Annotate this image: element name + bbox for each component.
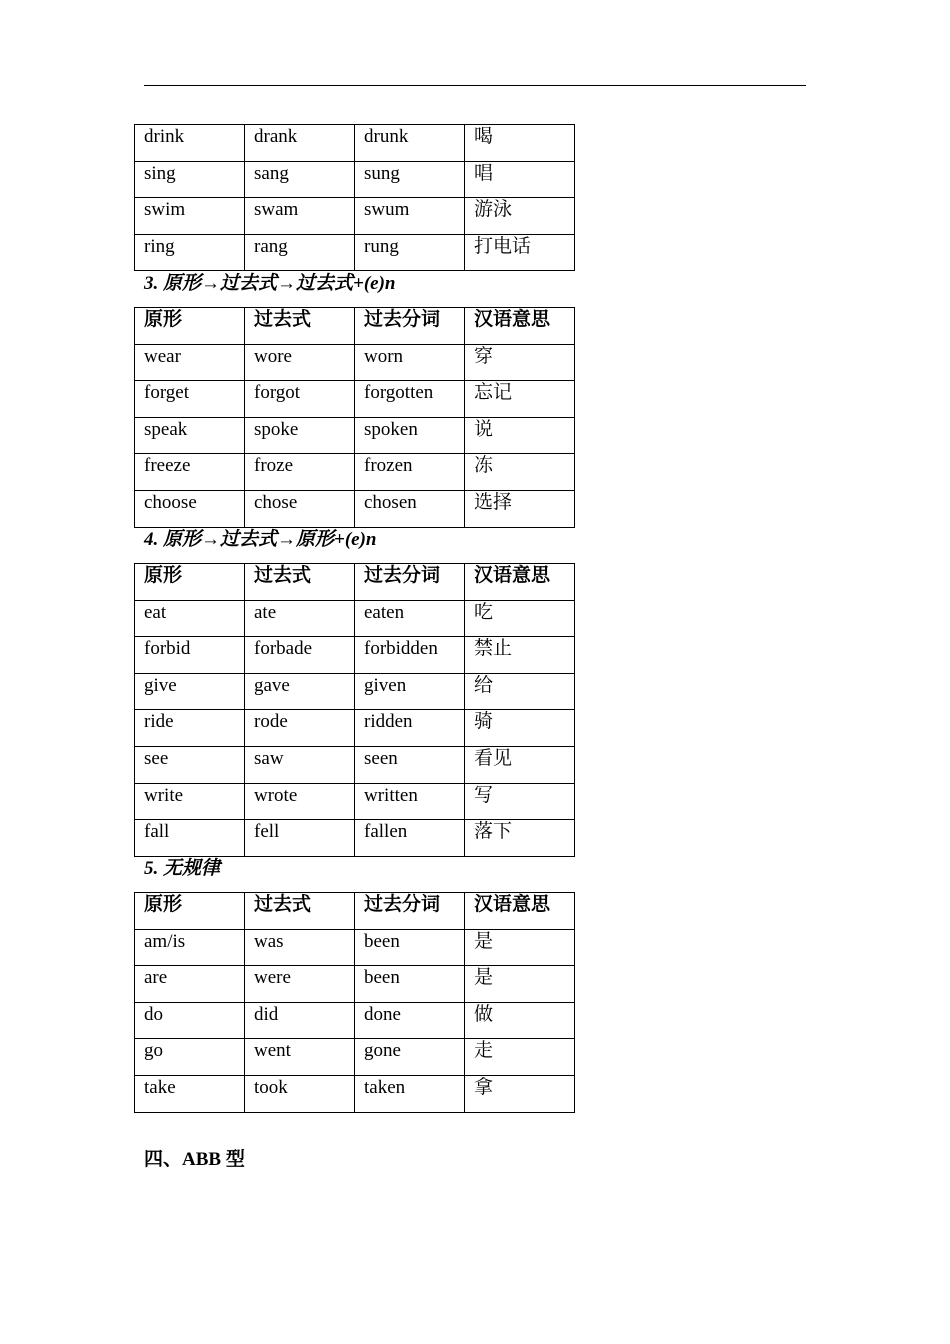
- table-cell: forgotten: [355, 381, 465, 418]
- header-rule: [144, 85, 806, 86]
- table-cell: seen: [355, 746, 465, 783]
- table-cell: 做: [465, 1002, 575, 1039]
- table-cell: saw: [245, 746, 355, 783]
- table-cell: sing: [135, 161, 245, 198]
- header-cell: 原形: [135, 564, 245, 601]
- table-cell: write: [135, 783, 245, 820]
- table-cell: 骑: [465, 710, 575, 747]
- table-cell: sang: [245, 161, 355, 198]
- table-cell: spoke: [245, 417, 355, 454]
- table-cell: went: [245, 1039, 355, 1076]
- heading-5: 5. 无规律: [144, 858, 221, 879]
- table-cell: frozen: [355, 454, 465, 491]
- table-row: [135, 673, 575, 710]
- table-cell: given: [355, 673, 465, 710]
- table-cell: are: [135, 966, 245, 1003]
- table-cell: speak: [135, 417, 245, 454]
- table-cell: been: [355, 966, 465, 1003]
- table-cell: fell: [245, 820, 355, 857]
- table-row: [135, 1002, 575, 1039]
- verb-table-4: [134, 563, 575, 857]
- table-cell: sung: [355, 161, 465, 198]
- table-cell: forgot: [245, 381, 355, 418]
- table-cell: 是: [465, 929, 575, 966]
- table-cell: took: [245, 1075, 355, 1112]
- header-cell: 原形: [135, 308, 245, 345]
- table-cell: ate: [245, 600, 355, 637]
- header-cell: 原形: [135, 893, 245, 930]
- table-cell: 选择: [465, 490, 575, 527]
- table-cell: 禁止: [465, 637, 575, 674]
- table-cell: 唱: [465, 161, 575, 198]
- table-cell: give: [135, 673, 245, 710]
- table-cell: chose: [245, 490, 355, 527]
- table-cell: forbidden: [355, 637, 465, 674]
- table-row: [135, 966, 575, 1003]
- heading-4: 4. 原形→过去式→原形+(e)n: [144, 529, 377, 550]
- table-cell: do: [135, 1002, 245, 1039]
- table-cell: swum: [355, 198, 465, 235]
- table-row: [135, 1075, 575, 1112]
- table-cell: done: [355, 1002, 465, 1039]
- header-cell: 汉语意思: [465, 893, 575, 930]
- table-cell: 打电话: [465, 234, 575, 271]
- table-cell: drank: [245, 125, 355, 162]
- table-cell: rode: [245, 710, 355, 747]
- table-cell: 游泳: [465, 198, 575, 235]
- table-cell: 落下: [465, 820, 575, 857]
- table-row: [135, 198, 575, 235]
- header-cell: 过去式: [245, 893, 355, 930]
- table-header-row: [135, 308, 575, 345]
- table-row: [135, 234, 575, 271]
- table-row: [135, 161, 575, 198]
- header-cell: 过去式: [245, 564, 355, 601]
- table-cell: 走: [465, 1039, 575, 1076]
- table-row: [135, 490, 575, 527]
- table-cell: written: [355, 783, 465, 820]
- table-cell: swim: [135, 198, 245, 235]
- table-cell: am/is: [135, 929, 245, 966]
- table-cell: 拿: [465, 1075, 575, 1112]
- table-cell: forget: [135, 381, 245, 418]
- table-row: [135, 637, 575, 674]
- table-cell: were: [245, 966, 355, 1003]
- table-cell: chosen: [355, 490, 465, 527]
- header-cell: 过去式: [245, 308, 355, 345]
- table-cell: 写: [465, 783, 575, 820]
- table-cell: gone: [355, 1039, 465, 1076]
- table-cell: 穿: [465, 344, 575, 381]
- table-cell: eaten: [355, 600, 465, 637]
- table-cell: 说: [465, 417, 575, 454]
- table-cell: fallen: [355, 820, 465, 857]
- table-row: [135, 1039, 575, 1076]
- table-cell: froze: [245, 454, 355, 491]
- table-cell: 吃: [465, 600, 575, 637]
- table-cell: choose: [135, 490, 245, 527]
- table-cell: ridden: [355, 710, 465, 747]
- table-row: [135, 600, 575, 637]
- verb-table-5: [134, 892, 575, 1113]
- table-cell: drink: [135, 125, 245, 162]
- table-cell: wrote: [245, 783, 355, 820]
- table-row: [135, 710, 575, 747]
- table-cell: eat: [135, 600, 245, 637]
- table-cell: go: [135, 1039, 245, 1076]
- table-cell: freeze: [135, 454, 245, 491]
- verb-table-3: [134, 307, 575, 528]
- table-row: [135, 746, 575, 783]
- table-row: [135, 820, 575, 857]
- heading-3: 3. 原形→过去式→过去式+(e)n: [144, 273, 396, 294]
- table-cell: 喝: [465, 125, 575, 162]
- table-cell: ring: [135, 234, 245, 271]
- table-cell: ride: [135, 710, 245, 747]
- table-row: [135, 344, 575, 381]
- table-cell: gave: [245, 673, 355, 710]
- table-cell: worn: [355, 344, 465, 381]
- table-row: [135, 783, 575, 820]
- table-cell: forbade: [245, 637, 355, 674]
- table-cell: fall: [135, 820, 245, 857]
- header-cell: 过去分词: [355, 308, 465, 345]
- table-cell: rung: [355, 234, 465, 271]
- table-cell: spoken: [355, 417, 465, 454]
- table-cell: take: [135, 1075, 245, 1112]
- table-cell: see: [135, 746, 245, 783]
- table-header-row: [135, 893, 575, 930]
- table-cell: forbid: [135, 637, 245, 674]
- section-title: 四、ABB 型: [144, 1149, 245, 1170]
- table-cell: 是: [465, 966, 575, 1003]
- table-cell: rang: [245, 234, 355, 271]
- table-row: [135, 381, 575, 418]
- table-cell: 冻: [465, 454, 575, 491]
- table-cell: wear: [135, 344, 245, 381]
- table-cell: was: [245, 929, 355, 966]
- table-cell: 给: [465, 673, 575, 710]
- table-cell: drunk: [355, 125, 465, 162]
- header-cell: 过去分词: [355, 564, 465, 601]
- table-row: [135, 929, 575, 966]
- table-row: [135, 417, 575, 454]
- table-row: [135, 125, 575, 162]
- table-cell: 忘记: [465, 381, 575, 418]
- table-cell: wore: [245, 344, 355, 381]
- table-cell: swam: [245, 198, 355, 235]
- header-cell: 汉语意思: [465, 564, 575, 601]
- verb-table-1: [134, 124, 575, 271]
- table-cell: 看见: [465, 746, 575, 783]
- table-cell: taken: [355, 1075, 465, 1112]
- header-cell: 汉语意思: [465, 308, 575, 345]
- table-row: [135, 454, 575, 491]
- table-header-row: [135, 564, 575, 601]
- table-cell: did: [245, 1002, 355, 1039]
- header-cell: 过去分词: [355, 893, 465, 930]
- table-cell: been: [355, 929, 465, 966]
